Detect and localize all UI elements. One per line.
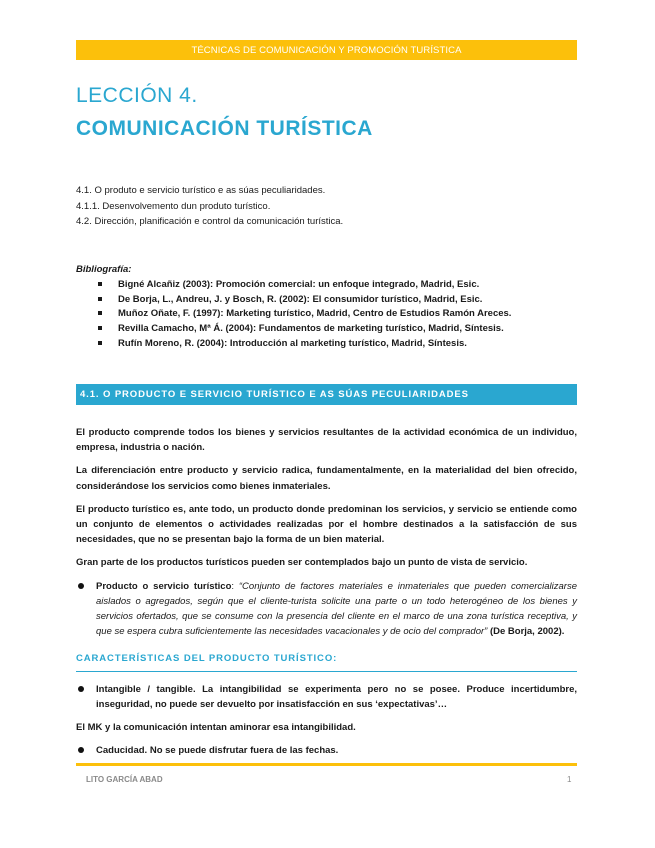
definition-item: Producto o servicio turístico: “Conjunto de factores materiales e inmateriales que pueden comercializarse aislados o agregados, según que el cliente-turista solicite una parte o un todo heterogéneo de los bienes y servicios ofertados, que se consume con la presencia del cliente en el marco de una zona turística receptiva, y que se espera cubra suficientemente las necesidades vacacionales y de ocio del comprador” (De Borja, 2002). xyxy=(76,579,577,640)
bibliography-item: De Borja, L., Andreu, J. y Bosch, R. (2002): El consumidor turístico, Madrid, Esic. xyxy=(98,293,511,308)
bullet-dot-icon xyxy=(78,747,84,753)
lesson-label: LECCIÓN 4. xyxy=(76,84,198,107)
paragraph: Gran parte de los productos turísticos pueden ser contemplados bajo un punto de vista de servicio. xyxy=(76,557,528,569)
table-of-contents xyxy=(76,183,343,230)
document-header xyxy=(76,40,577,60)
characteristic-item xyxy=(76,682,577,712)
bullet-dot-icon xyxy=(78,583,84,589)
definition-quote: “Conjunto de factores materiales e inmateriales que pueden comercializarse aislados o agregados, según que el cliente-turista solicite una parte o un todo heterogéneo de los bienes y servicios ofertados, que se consume con la presencia del cliente en el marco de una zona turística receptiva, y que se espera cubra suficientemente las necesidades vacacionales y de ocio del comprador” xyxy=(96,580,578,638)
characteristic-text: La intangibilidad se experimenta pero no se posee. Produce incertidumbre, inseguridad, no puede ser devuelto por insatisfacción en sus ‘expectativas’… xyxy=(96,683,577,710)
characteristic-item xyxy=(76,743,577,758)
footer-divider xyxy=(76,763,577,766)
subsection-title: CARACTERÍSTICAS DEL PRODUCTO TURÍSTICO: xyxy=(76,651,577,671)
bibliography-item: Revilla Camacho, Mª Á. (2004): Fundamentos de marketing turístico, Madrid, Síntesis. xyxy=(98,322,511,337)
bibliography xyxy=(76,263,511,352)
square-bullet-icon xyxy=(98,297,102,301)
square-bullet-icon xyxy=(98,311,102,315)
footer-author: LITO GARCÍA ABAD xyxy=(86,775,163,784)
definition-source: (De Borja, 2002). xyxy=(489,626,565,638)
section-title: 4.1. O PRODUCTO E SERVICIO TURÍSTICO E AS SÚAS PECULIARIDADES xyxy=(80,389,469,400)
section-body xyxy=(76,425,577,766)
bibliography-label: Bibliografía: xyxy=(76,264,132,275)
paragraph: El producto turístico es, ante todo, un producto donde predominan los servicios, y servicio se entiende como un conjunto de elementos o actividades realizadas por el hombre destinados a la satisfacción de sus necesidades, que no se presentan bajo la forma de un bien material. xyxy=(76,503,577,546)
section-heading xyxy=(76,384,577,405)
bibliography-item: Bigné Alcañiz (2003): Promoción comercial: un enfoque integrado, Madrid, Esic. xyxy=(98,278,511,293)
characteristic-term: Intangible / tangible. xyxy=(96,683,196,695)
square-bullet-icon xyxy=(98,282,102,286)
characteristic-term: Caducidad. xyxy=(96,745,148,757)
characteristic-text: No se puede disfrutar fuera de las fechas. xyxy=(149,745,339,757)
toc-item: 4.2. Dirección, planificación e control da comunicación turística. xyxy=(76,216,344,227)
bibliography-item: Rufín Moreno, R. (2004): Introducción al marketing turístico, Madrid, Síntesis. xyxy=(98,337,511,352)
square-bullet-icon xyxy=(98,326,102,330)
toc-item: 4.1. O produto e servicio turístico e as súas peculiaridades. xyxy=(76,185,326,196)
toc-item: 4.1.1. Desenvolvemento dun produto turístico. xyxy=(76,200,271,212)
bibliography-list xyxy=(76,278,511,352)
bibliography-item: Muñoz Oñate, F. (1997): Marketing turístico, Madrid, Centro de Estudios Ramón Areces. xyxy=(98,307,511,322)
square-bullet-icon xyxy=(98,341,102,345)
lesson-title: COMUNICACIÓN TURÍSTICA xyxy=(76,117,373,140)
paragraph: La diferenciación entre producto y servicio radica, fundamentalmente, en la materialidad del bien ofrecido, considerándose los servicios como bienes inmateriales. xyxy=(76,465,577,492)
paragraph: El producto comprende todos los bienes y servicios resultantes de la actividad económica de un individuo, empresa, industria o nación. xyxy=(76,427,577,454)
header-title: TÉCNICAS DE COMUNICACIÓN Y PROMOCIÓN TURÍSTICA xyxy=(191,44,462,56)
note-paragraph: El MK y la comunicación intentan aminorar esa intangibilidad. xyxy=(76,722,356,734)
page-number: 1 xyxy=(567,775,572,784)
definition-term: Producto o servicio turístico xyxy=(96,580,232,592)
bullet-dot-icon xyxy=(78,686,84,692)
